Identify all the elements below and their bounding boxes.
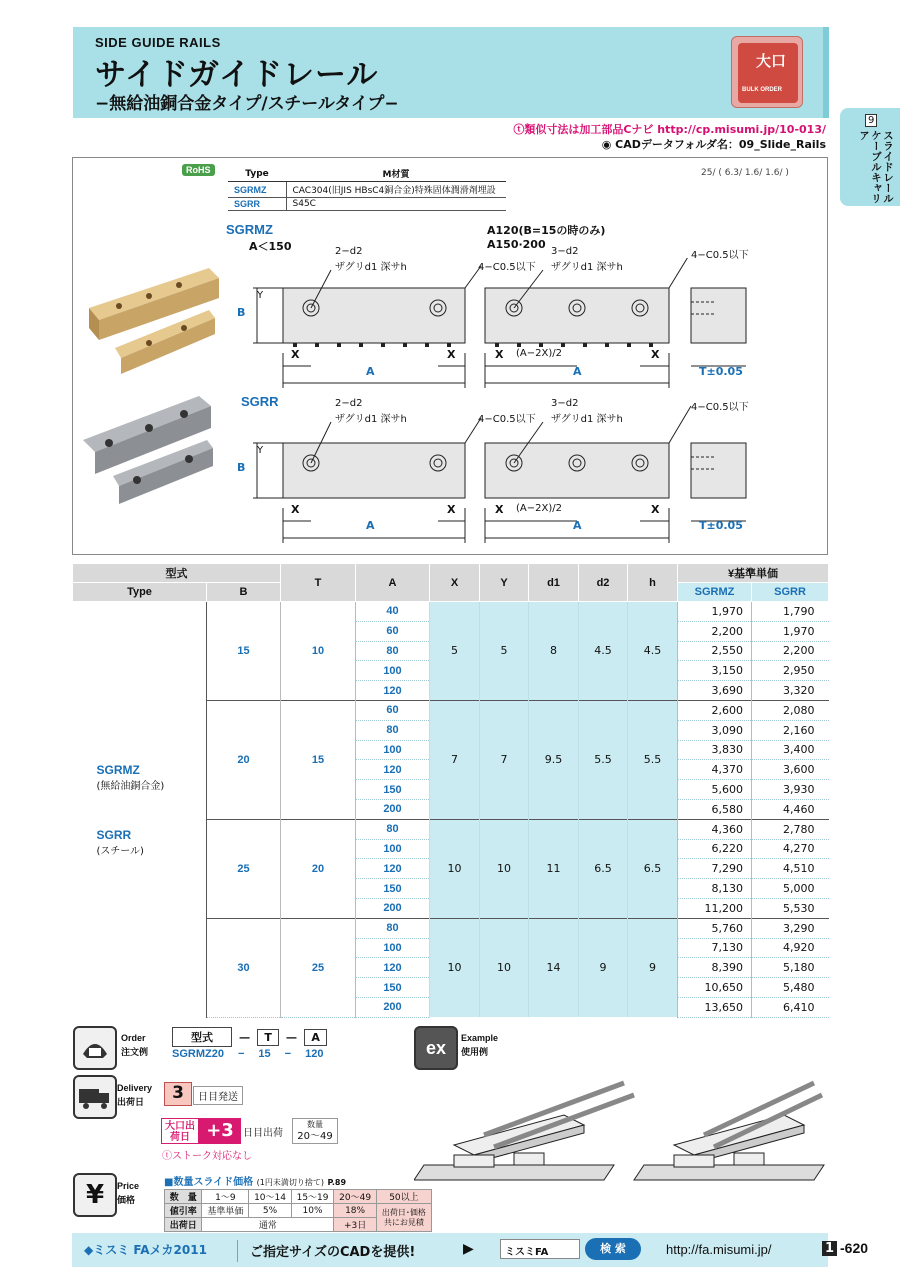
order-format [172, 1027, 327, 1047]
type-sgrr-desc: (スチール) [96, 845, 144, 857]
dim-t: T±0.05 [699, 365, 743, 378]
cell-price-sgrr: 1,970 [752, 621, 829, 641]
holes-2-label: 2−d2 [335, 398, 363, 409]
cell-b: 25 [207, 819, 281, 918]
col-type: Type [73, 583, 207, 602]
counterbore-label: ザグリd1 深サh [551, 262, 623, 273]
cell-d1: 9.5 [529, 700, 579, 819]
cell-price-sgrmz: 8,390 [678, 958, 752, 978]
order-dash: − [238, 1027, 252, 1047]
delivery-label-en: Delivery [117, 1083, 153, 1093]
cell-price-sgrmz: 11,200 [678, 898, 752, 918]
dim-b: B [237, 306, 246, 319]
type-cell [73, 602, 207, 1018]
cell-price-sgrmz: 8,130 [678, 879, 752, 899]
arrow-icon: ▶ [463, 1241, 474, 1257]
bulk-badge-sub: BULK ORDER [742, 87, 782, 93]
page-title: サイドガイドレール [95, 57, 379, 93]
cd-icon: ◉ [601, 138, 616, 151]
section-tab[interactable] [840, 108, 900, 206]
a120-note: A120(B=15の時のみ) [487, 224, 606, 237]
cell-price-sgrr: 2,200 [752, 641, 829, 661]
material-value: CAC304(旧JIS HBsC4銅合金)特殊固体潤滑剤埋設 [286, 182, 506, 198]
footer-message: ご指定サイズのCADを提供! [250, 1245, 416, 1260]
cell-price-sgrr: 4,460 [752, 799, 829, 819]
order-dash: − [237, 1048, 245, 1060]
cell-price-sgrr: 3,600 [752, 760, 829, 780]
cell-a: 100 [356, 740, 430, 760]
cell-x: 10 [430, 819, 480, 918]
table-row [73, 602, 829, 622]
dim-y: Y [257, 445, 264, 456]
truck-icon [73, 1075, 117, 1119]
order-example [172, 1048, 323, 1060]
cell-d2: 9 [579, 918, 628, 1017]
material-header-material: M材質 [286, 166, 506, 182]
cell-t: 25 [281, 918, 356, 1017]
material-type: SGRMZ [228, 182, 286, 198]
col-b: B [207, 583, 281, 602]
material-table [228, 166, 506, 211]
dim-x: X [651, 348, 660, 361]
cell-price-sgrmz: 3,150 [678, 661, 752, 681]
cell-h: 5.5 [628, 700, 678, 819]
bronze-rail-photo [89, 268, 219, 374]
bulk-ship-text: 日目出荷 [243, 1128, 283, 1139]
cell-price-sgrmz: 6,220 [678, 839, 752, 859]
cell-a: 120 [356, 681, 430, 701]
cell-a: 100 [356, 661, 430, 681]
dim-ax2: (A−2X)/2 [516, 348, 562, 359]
cell-a: 40 [356, 602, 430, 622]
example-label-en: Example [461, 1033, 499, 1043]
type-sgrmz: SGRMZ [96, 762, 140, 777]
page-prefix: 1 [822, 1241, 837, 1256]
col-d1: d1 [529, 564, 579, 602]
cell-y: 5 [480, 602, 529, 701]
section-label: スライドレール ケーブルキャリア [858, 130, 894, 204]
sgrmz-drawing-label: SGRMZ [226, 222, 273, 237]
cell-price-sgrmz: 7,130 [678, 938, 752, 958]
cell-price-sgrr: 2,950 [752, 661, 829, 681]
type-sgrr: SGRR [96, 827, 132, 842]
cell-x: 7 [430, 700, 480, 819]
drawing-panel [72, 157, 828, 555]
cell-price-sgrr: 3,290 [752, 918, 829, 938]
cell-price-sgrr: 2,780 [752, 819, 829, 839]
cell-y: 7 [480, 700, 529, 819]
order-label-en: Order [121, 1033, 146, 1043]
example-icon: ex [414, 1026, 458, 1070]
cell-a: 80 [356, 641, 430, 661]
cell-a: 60 [356, 621, 430, 641]
order-dash: − [284, 1048, 292, 1060]
holes-3-label: 3−d2 [551, 398, 579, 409]
cell-price-sgrmz: 3,690 [678, 681, 752, 701]
cell-price-sgrr: 2,080 [752, 700, 829, 720]
cell-price-sgrr: 4,510 [752, 859, 829, 879]
cell-t: 20 [281, 819, 356, 918]
cell-y: 10 [480, 918, 529, 1017]
dim-x: X [291, 503, 300, 516]
col-x: X [430, 564, 480, 602]
title-en: SIDE GUIDE RAILS [95, 35, 221, 50]
holes-3-label: 3−d2 [551, 246, 579, 257]
cell-price-sgrmz: 1,970 [678, 602, 752, 622]
col-price: ¥基準単価 [678, 564, 829, 583]
cell-d1: 14 [529, 918, 579, 1017]
sgrr-drawing-label: SGRR [241, 394, 279, 409]
cell-h: 4.5 [628, 602, 678, 701]
footer-brand: ◆ミスミ FAメカ2011 [84, 1243, 207, 1257]
page-header [73, 27, 829, 118]
chamfer-label: 4−C0.5以下 [478, 262, 536, 273]
bulk-qty-range: 20〜49 [297, 1131, 333, 1142]
page-number: -620 [840, 1240, 869, 1256]
col-price-sgrr: SGRR [752, 583, 829, 602]
order-dash: − [284, 1027, 299, 1047]
counterbore-label: ザグリd1 深サh [551, 414, 623, 425]
cell-price-sgrmz: 5,600 [678, 780, 752, 800]
order-example-t: 15 [258, 1048, 271, 1060]
dim-x: X [447, 348, 456, 361]
cell-price-sgrmz: 3,830 [678, 740, 752, 760]
cell-d2: 4.5 [579, 602, 628, 701]
cell-price-sgrr: 5,180 [752, 958, 829, 978]
cell-d1: 11 [529, 819, 579, 918]
chamfer-label: 4−C0.5以下 [478, 414, 536, 425]
cell-b: 15 [207, 602, 281, 701]
cell-d2: 6.5 [579, 819, 628, 918]
cell-a: 60 [356, 700, 430, 720]
cell-price-sgrr: 4,270 [752, 839, 829, 859]
cell-price-sgrr: 3,320 [752, 681, 829, 701]
footer-search-input[interactable]: ミスミFA [500, 1239, 580, 1259]
material-value: S45C [286, 198, 506, 211]
usage-example-illustration [414, 1075, 828, 1185]
cell-t: 15 [281, 700, 356, 819]
price-label-en: Price [117, 1181, 140, 1191]
order-example-model: SGRMZ20 [172, 1048, 224, 1060]
surface-roughness: 25/ ( 6.3/ 1.6/ 1.6/ ) [701, 168, 789, 178]
material-type: SGRR [228, 198, 286, 211]
cell-price-sgrr: 2,160 [752, 720, 829, 740]
cell-a: 200 [356, 898, 430, 918]
cube-icon: ◆ [84, 1243, 94, 1257]
cell-a: 150 [356, 978, 430, 998]
bulk-badge-text: 大口 [756, 52, 787, 70]
cell-price-sgrmz: 4,370 [678, 760, 752, 780]
footer-url[interactable]: http://fa.misumi.jp/ [666, 1242, 772, 1257]
product-photo [79, 248, 219, 508]
dim-a: A [573, 365, 582, 378]
dim-x: X [495, 503, 504, 516]
col-t: T [281, 564, 356, 602]
cell-h: 9 [628, 918, 678, 1017]
cell-price-sgrr: 3,930 [752, 780, 829, 800]
cell-a: 150 [356, 879, 430, 899]
dim-x: X [291, 348, 300, 361]
cell-price-sgrr: 6,410 [752, 997, 829, 1017]
dim-a: A [366, 365, 375, 378]
spec-table [72, 563, 829, 1018]
cell-a: 100 [356, 839, 430, 859]
phone-icon [73, 1026, 117, 1070]
cell-price-sgrr: 4,920 [752, 938, 829, 958]
delivery-days: 3 [164, 1082, 192, 1106]
cell-d1: 8 [529, 602, 579, 701]
col-y: Y [480, 564, 529, 602]
cell-price-sgrr: 1,790 [752, 602, 829, 622]
bulk-order-badge [731, 36, 803, 108]
volume-price-table: 数 量 1〜9 10〜14 15〜19 20〜49 50以上 値引率 基準単価 5% 10% 18% 出荷日･価格 共にお見積 出荷日 通常 +3日 [164, 1189, 432, 1232]
cell-price-sgrr: 3,400 [752, 740, 829, 760]
cell-a: 80 [356, 918, 430, 938]
order-label-jp: 注文例 [121, 1048, 149, 1058]
section-number: 9 [865, 114, 877, 127]
dim-x: X [651, 503, 660, 516]
cell-a: 200 [356, 799, 430, 819]
material-header-type: Type [228, 166, 286, 182]
a150-200-note: A150·200 [487, 238, 546, 251]
dim-x: X [495, 348, 504, 361]
cell-y: 10 [480, 819, 529, 918]
info-icon: ⓣ [162, 1151, 172, 1162]
steel-rail-photo [83, 396, 213, 504]
cell-price-sgrmz: 10,650 [678, 978, 752, 998]
order-field-t: T [257, 1029, 279, 1046]
col-d2: d2 [579, 564, 628, 602]
cell-price-sgrmz: 7,290 [678, 859, 752, 879]
holes-2-label: 2−d2 [335, 246, 363, 257]
cell-a: 100 [356, 938, 430, 958]
stroke-note: ⓣストーク対応なし [162, 1151, 252, 1162]
cell-a: 120 [356, 958, 430, 978]
cell-price-sgrr: 5,000 [752, 879, 829, 899]
chamfer-label: 4−C0.5以下 [691, 402, 749, 413]
cell-a: 80 [356, 720, 430, 740]
cell-price-sgrmz: 2,200 [678, 621, 752, 641]
order-field-a: A [304, 1029, 327, 1046]
rohs-badge: RoHS [182, 164, 215, 176]
delivery-days-text: 日目発送 [193, 1086, 243, 1105]
cell-b: 30 [207, 918, 281, 1017]
a-less-150: A＜150 [249, 240, 292, 253]
col-a: A [356, 564, 430, 602]
cell-x: 10 [430, 918, 480, 1017]
example-label-jp: 使用例 [461, 1048, 489, 1058]
type-sgrmz-desc: (無給油銅合金) [96, 780, 165, 792]
cell-price-sgrmz: 4,360 [678, 819, 752, 839]
cell-h: 6.5 [628, 819, 678, 918]
dim-t: T±0.05 [699, 519, 743, 532]
cell-price-sgrr: 5,530 [752, 898, 829, 918]
cell-price-sgrmz: 2,550 [678, 641, 752, 661]
dim-x: X [447, 503, 456, 516]
dim-b: B [237, 461, 246, 474]
cad-folder-info: ◉ CADデータフォルダ名：09_Slide_Rails [601, 138, 826, 151]
cell-price-sgrmz: 5,760 [678, 918, 752, 938]
dim-ax2: (A−2X)/2 [516, 503, 562, 514]
page-subtitle: −無給油銅合金タイプ/スチールタイプ− [95, 94, 399, 114]
cell-a: 120 [356, 859, 430, 879]
footer-search-button[interactable]: 検 索 [585, 1238, 641, 1260]
col-model: 型式 [73, 564, 281, 583]
dim-a: A [366, 519, 375, 532]
order-field-model: 型式 [172, 1027, 232, 1047]
cell-t: 10 [281, 602, 356, 701]
dim-a: A [573, 519, 582, 532]
cell-a: 150 [356, 780, 430, 800]
square-icon: ■ [164, 1177, 174, 1188]
cell-price-sgrr: 5,480 [752, 978, 829, 998]
bulk-ship-label: 大口出荷日 [161, 1118, 199, 1144]
info-icon: ⓣ [513, 123, 525, 136]
order-example-a: 120 [305, 1048, 324, 1060]
delivery-label-jp: 出荷日 [117, 1098, 145, 1108]
volume-price-note: (1円未満切り捨て) [256, 1178, 324, 1187]
col-h: h [628, 564, 678, 602]
cell-price-sgrmz: 2,600 [678, 700, 752, 720]
cell-a: 80 [356, 819, 430, 839]
cell-d2: 5.5 [579, 700, 628, 819]
dim-y: Y [257, 290, 264, 301]
bulk-plus-days: +3 [199, 1118, 241, 1144]
similar-size-link[interactable]: ⓣ類似寸法は加工部品Cナビ http://cp.misumi.jp/10-013/ [513, 123, 826, 136]
counterbore-label: ザグリd1 深サh [335, 414, 407, 425]
cell-a: 200 [356, 997, 430, 1017]
volume-price-page[interactable]: P.89 [327, 1178, 347, 1187]
cell-price-sgrmz: 13,650 [678, 997, 752, 1017]
footer-bar [72, 1233, 835, 1267]
col-price-sgrmz: SGRMZ [678, 583, 752, 602]
cell-price-sgrmz: 3,090 [678, 720, 752, 740]
yen-icon: ¥ [73, 1173, 117, 1217]
counterbore-label: ザグリd1 深サh [335, 262, 407, 273]
cell-price-sgrmz: 6,580 [678, 799, 752, 819]
bulk-qty-label: 数量 [307, 1120, 323, 1129]
price-label-jp: 価格 [117, 1196, 136, 1206]
volume-price-title: ■数量スライド価格 (1円未満切り捨て) P.89 [164, 1177, 347, 1188]
cell-x: 5 [430, 602, 480, 701]
cell-b: 20 [207, 700, 281, 819]
cell-a: 120 [356, 760, 430, 780]
chamfer-label: 4−C0.5以下 [691, 250, 749, 261]
bulk-qty-box [292, 1118, 338, 1144]
